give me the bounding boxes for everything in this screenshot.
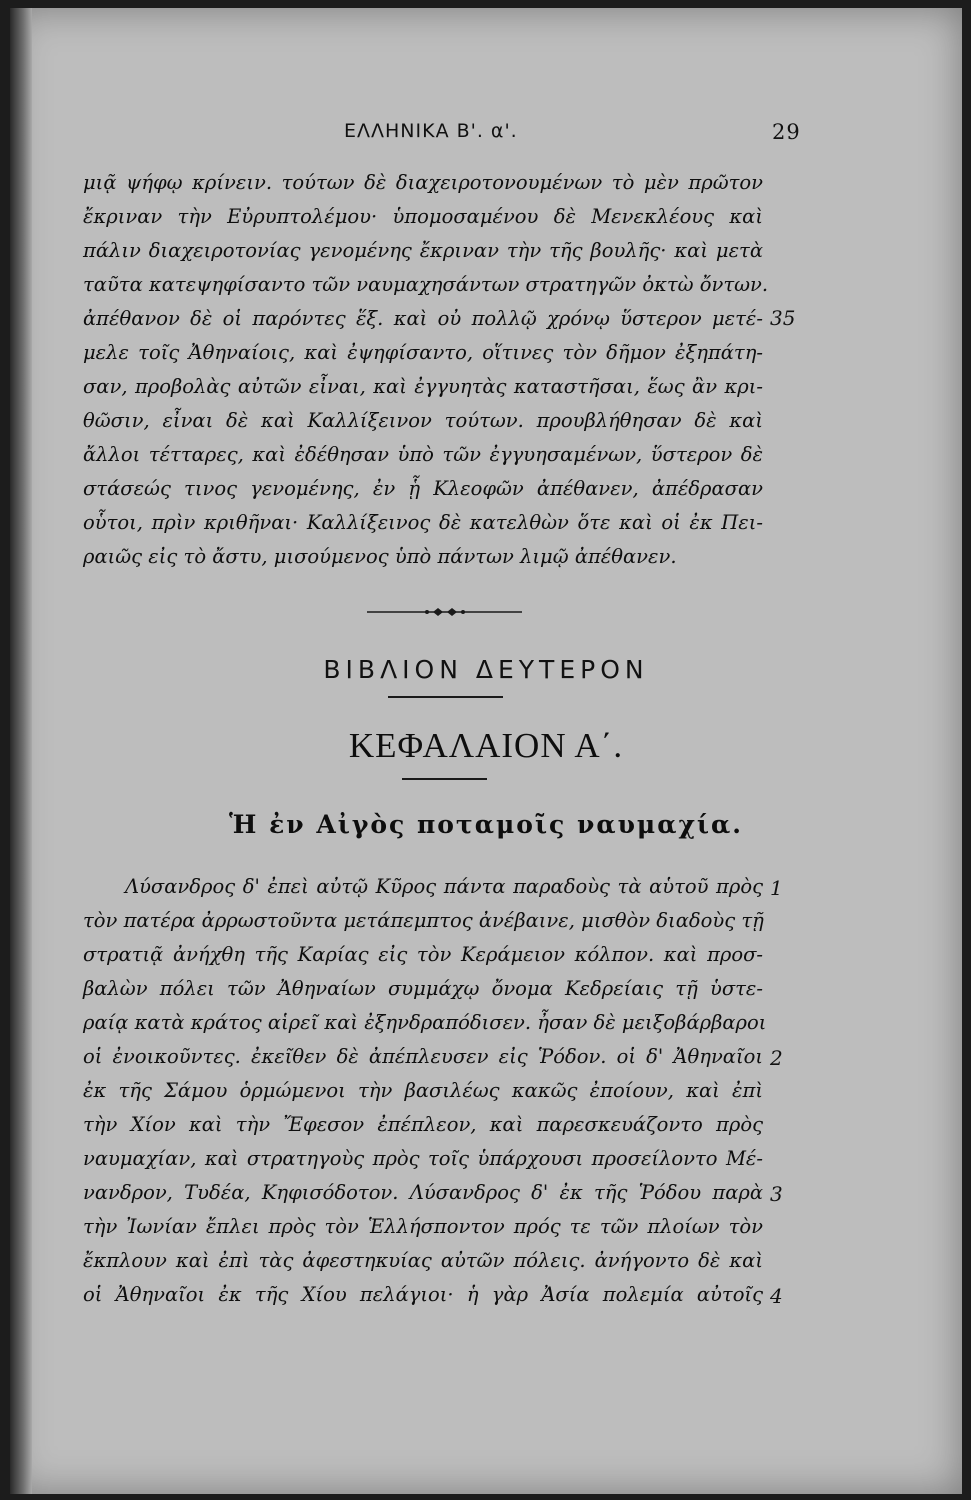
chapter-subtitle: Ἡ ἐν Αἰγὸς ποταμοῖς ναυμαχία.: [229, 810, 743, 839]
text-line: Λύσανδρος δ' ἐπεὶ αὐτῷ Κῦρος πάντα παραδοὺς τὰ αὑτοῦ πρὸς: [125, 875, 763, 898]
text-line: ραίᾳ κατὰ κράτος αἱρεῖ καὶ ἐξηνδραπόδισεν. ἦσαν δὲ μειξοβάρβαροι: [83, 1011, 767, 1034]
page-number: 29: [772, 120, 801, 144]
text-line: ραιῶς εἰς τὸ ἄστυ, μισούμενος ὑπὸ πάντων λιμῷ ἀπέθανεν.: [83, 545, 677, 568]
book-page: [10, 8, 962, 1494]
book-heading: ΒΙΒΛΙΟΝ ΔΕΥΤΕΡΟΝ: [323, 655, 649, 684]
text-line: τὴν Ἰωνίαν ἔπλει πρὸς τὸν Ἑλλήσποντον πρός τε τῶν πλοίων τὸν: [83, 1215, 763, 1238]
margin-line-number: 35: [770, 306, 796, 330]
text-line: ναυμαχίαν, καὶ στρατηγοὺς πρὸς τοῖς ὑπάρχουσι προσείλοντο Μέ-: [83, 1147, 763, 1170]
section-number: 2: [770, 1046, 783, 1070]
text-line: τὴν Χίον καὶ τὴν Ἔφεσον ἐπέπλεον, καὶ παρεσκευάζοντο πρὸς: [83, 1113, 763, 1136]
text-line: ἔκπλουν καὶ ἐπὶ τὰς ἀφεστηκυίας αὐτῶν πόλεις. ἀνήγοντο δὲ καὶ: [83, 1249, 763, 1272]
section-number: 3: [770, 1182, 783, 1206]
running-title: ΕΛΛΗΝΙΚΑ Β'. α'.: [344, 120, 518, 142]
text-line: στάσεώς τινος γενομένης, ἐν ᾗ Κλεοφῶν ἀπέθανεν, ἀπέδρασαν: [83, 477, 763, 500]
text-line: οὗτοι, πρὶν κριθῆναι· Καλλίξεινος δὲ κατελθὼν ὅτε καὶ οἱ ἐκ Πει-: [83, 511, 763, 534]
text-line: οἱ Ἀθηναῖοι ἐκ τῆς Χίου πελάγιοι· ἡ γὰρ Ἀσία πολεμία αὐτοῖς: [83, 1283, 763, 1306]
heading-rule: [388, 696, 503, 698]
text-line: ἄλλοι τέτταρες, καὶ ἐδέθησαν ὑπὸ τῶν ἐγγυησαμένων, ὕστερον δὲ: [83, 443, 763, 466]
text-line: μιᾷ ψήφῳ κρίνειν. τούτων δὲ διαχειροτονουμένων τὸ μὲν πρῶτον: [83, 171, 763, 194]
section-number: 4: [770, 1284, 783, 1308]
ornament-divider: [367, 605, 522, 619]
text-line: θῶσιν, εἶναι δὲ καὶ Καλλίξεινον τούτων. προυβλήθησαν δὲ καὶ: [83, 409, 763, 432]
text-line: ταῦτα κατεψηφίσαντο τῶν ναυμαχησάντων στρατηγῶν ὀκτὼ ὄντων.: [83, 273, 769, 296]
text-line: τὸν πατέρα ἀρρωστοῦντα μετάπεμπτος ἀνέβαινε, μισθὸν διαδοὺς τῇ: [83, 909, 764, 932]
text-line: μελε τοῖς Ἀθηναίοις, καὶ ἐψηφίσαντο, οἵτινες τὸν δῆμον ἐξηπάτη-: [83, 341, 763, 364]
text-line: πάλιν διαχειροτονίας γενομένης ἔκριναν τὴν τῆς βουλῆς· καὶ μετὰ: [83, 239, 763, 262]
text-line: βαλὼν πόλει τῶν Ἀθηναίων συμμάχῳ ὄνομα Κεδρείαις τῇ ὑστε-: [83, 977, 763, 1000]
chapter-heading: ΚΕΦΑΛΑΙΟΝ Α΄.: [348, 726, 624, 765]
text-line: ἀπέθανον δὲ οἱ παρόντες ἕξ. καὶ οὐ πολλῷ χρόνῳ ὕστερον μετέ-: [83, 307, 763, 330]
text-line: στρατιᾷ ἀνήχθη τῆς Καρίας εἰς τὸν Κεράμειον κόλπον. καὶ προσ-: [83, 943, 763, 966]
text-line: οἱ ἐνοικοῦντες. ἐκεῖθεν δὲ ἀπέπλευσεν εἰς Ῥόδον. οἱ δ' Ἀθηναῖοι: [83, 1045, 763, 1068]
text-line: ἔκριναν τὴν Εὐρυπτολέμου· ὑπομοσαμένου δὲ Μενεκλέους καὶ: [83, 205, 763, 228]
text-line: ἐκ τῆς Σάμου ὁρμώμενοι τὴν βασιλέως κακῶς ἐποίουν, καὶ ἐπὶ: [83, 1079, 763, 1102]
section-number: 1: [770, 876, 783, 900]
text-line: νανδρον, Τυδέα, Κηφισόδοτον. Λύσανδρος δ' ἐκ τῆς Ῥόδου παρὰ: [83, 1181, 763, 1204]
heading-rule: [402, 778, 487, 780]
text-line: σαν, προβολὰς αὐτῶν εἶναι, καὶ ἐγγυητὰς καταστῆσαι, ἕως ἂν κρι-: [83, 375, 763, 398]
